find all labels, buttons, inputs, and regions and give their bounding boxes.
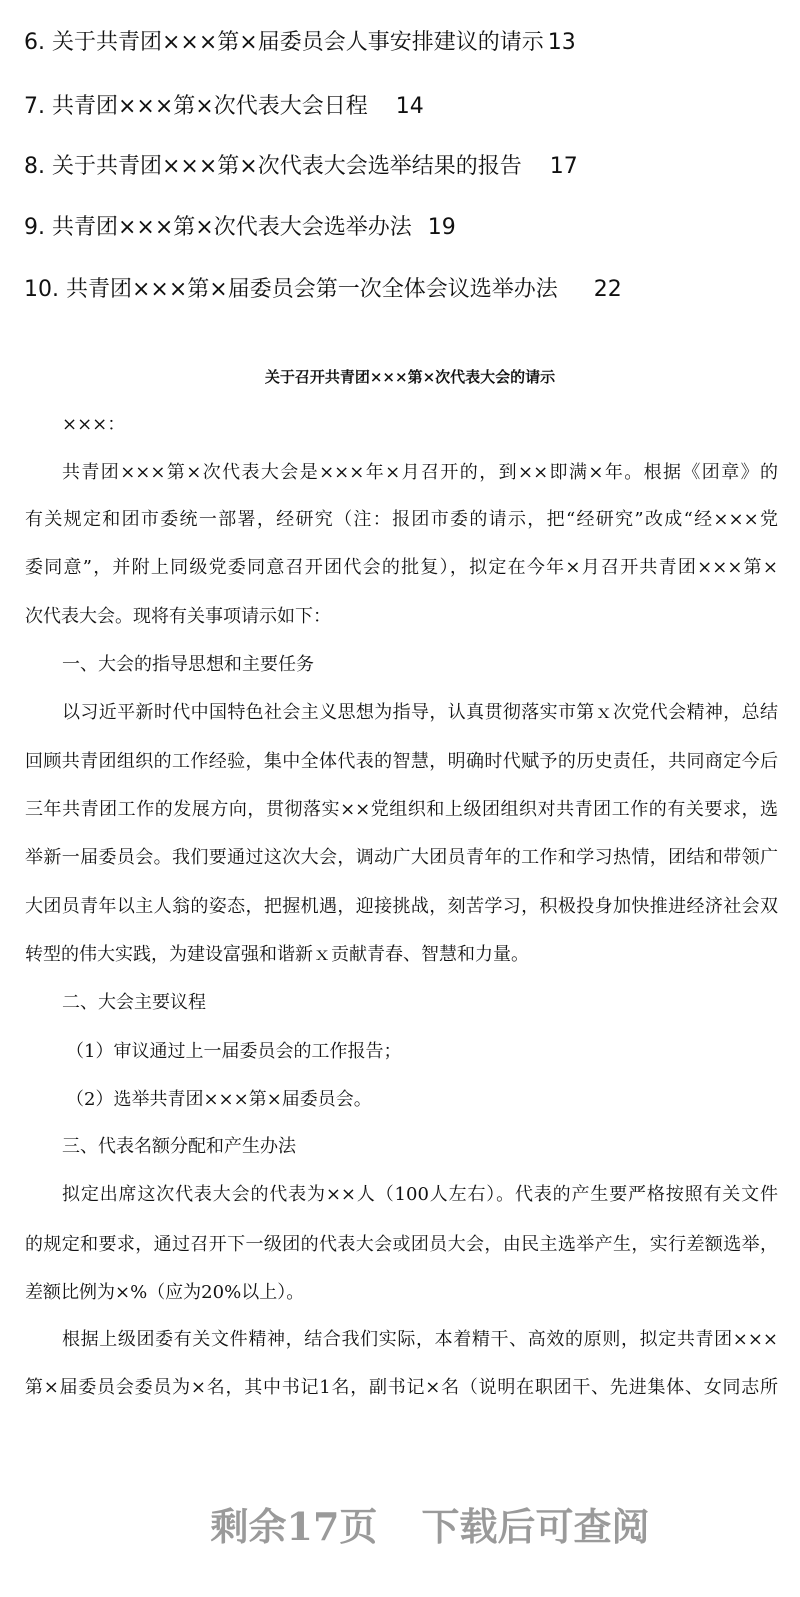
- toc-item: [24, 213, 456, 243]
- paragraph-line: 拟定出席这次代表大会的代表为××人（100人左右）。代表的产生要严格按照有关文件: [62, 1184, 778, 1205]
- agenda-item: （2）选举共青团×××第×届委员会。: [66, 1089, 372, 1110]
- toc-item-page: 17: [549, 154, 578, 179]
- toc-item-title: 10. 共青团×××第×届委员会第一次全体会议选举办法: [24, 277, 558, 302]
- toc-item: [24, 275, 622, 305]
- toc-item-page: 19: [427, 215, 456, 240]
- document-title: 关于召开共青团×××第×次代表大会的请示: [264, 368, 556, 386]
- toc-item-page: 22: [593, 277, 622, 302]
- paragraph-line: 次代表大会。现将有关事项请示如下：: [25, 606, 331, 627]
- download-to-view-label: 下载后可查阅: [421, 1504, 650, 1549]
- paragraph-line: 大团员青年以主人翁的姿态，把握机遇，迎接挑战，刻苦学习，积极投身加快推进经济社会双: [25, 896, 778, 917]
- paragraph-line: 委同意”，并附上同级党委同意召开团代会的批复），拟定在今年×月召开共青团×××第×: [25, 557, 778, 578]
- toc-item-page: 13: [547, 30, 576, 55]
- paragraph-line: 有关规定和团市委统一部署，经研究（注：报团市委的请示，把“经研究”改成“经×××党: [25, 509, 778, 530]
- toc-item: [24, 92, 424, 122]
- paragraph-line: 以习近平新时代中国特色社会主义思想为指导，认真贯彻落实市第ｘ次党代会精神，总结: [62, 702, 778, 723]
- toc-item-title: 9. 共青团×××第×次代表大会选举办法: [24, 215, 412, 240]
- toc-item-title: 8. 关于共青团×××第×次代表大会选举结果的报告: [24, 154, 522, 179]
- toc-item: [24, 152, 578, 182]
- toc-item-page: 14: [395, 94, 424, 119]
- remaining-pages-label: 剩余17页: [210, 1504, 378, 1549]
- toc-item: [24, 28, 576, 58]
- paragraph-line: 根据上级团委有关文件精神，结合我们实际，本着精干、高效的原则，拟定共青团×××: [62, 1329, 778, 1350]
- toc-item-title: 7. 共青团×××第×次代表大会日程: [24, 94, 368, 119]
- section-heading: 一、大会的指导思想和主要任务: [62, 654, 314, 675]
- section-heading: 三、代表名额分配和产生办法: [62, 1136, 296, 1157]
- paragraph-line: 回顾共青团组织的工作经验，集中全体代表的智慧，明确时代赋予的历史责任，共同商定今后: [25, 751, 778, 772]
- paragraph-line: 共青团×××第×次代表大会是×××年×月召开的，到××即满×年。根据《团章》的: [62, 462, 778, 483]
- paragraph-line: 差额比例为×%（应为20%以上）。: [25, 1282, 305, 1303]
- download-prompt[interactable]: [0, 1496, 800, 1551]
- paragraph-line: 的规定和要求，通过召开下一级团的代表大会或团员大会，由民主选举产生，实行差额选举，: [25, 1234, 778, 1255]
- paragraph-line: 第×届委员会委员为×名，其中书记1名，副书记×名（说明在职团干、先进集体、女同志所: [25, 1377, 778, 1398]
- salutation: ×××：: [62, 414, 126, 435]
- paragraph-line: 三年共青团工作的发展方向，贯彻落实××党组织和上级团组织对共青团工作的有关要求，选: [25, 799, 778, 820]
- agenda-item: （1）审议通过上一届委员会的工作报告；: [66, 1041, 402, 1062]
- paragraph-line: 转型的伟大实践，为建设富强和谐新ｘ贡献青春、智慧和力量。: [25, 944, 529, 965]
- section-heading: 二、大会主要议程: [62, 992, 206, 1013]
- paragraph-line: 举新一届委员会。我们要通过这次大会，调动广大团员青年的工作和学习热情，团结和带领广: [25, 847, 778, 868]
- toc-item-title: 6. 关于共青团×××第×届委员会人事安排建议的请示: [24, 30, 544, 55]
